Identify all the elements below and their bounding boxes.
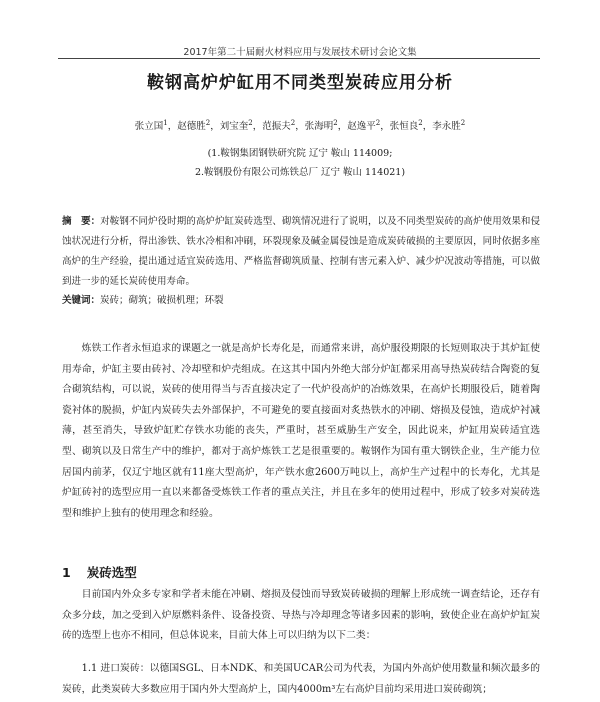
header-rule xyxy=(58,58,540,59)
author-name: 李永胜 xyxy=(432,121,461,132)
author-affiliation-marker: 2 xyxy=(333,118,338,127)
section-title: 炭砖选型 xyxy=(86,565,137,580)
author-affiliation-marker: 2 xyxy=(460,118,466,127)
abstract-text: 对鞍钢不同炉役时期的高炉炉缸炭砖选型、砌筑情况进行了说明，以及不同类型炭砖的高炉使用效果和侵蚀状况进行分析，得出渗铁、铁水冷相和冲刷，环裂现象及碱金属侵蚀是造成炭砖破损的主要原因，同时依据多座高炉的生产经验，提出通过适宜炭砖选用、严格监督砌筑质量、控制有害元素入炉、减少炉况波动等措施，可以做到进一步的延长炭砖使用寿命。 xyxy=(62,216,540,287)
author-affiliation-marker: 2 xyxy=(248,118,253,127)
section-number: 1 xyxy=(62,565,71,580)
subsection-paragraph: 1.1 进口炭砖：以德国SGL、日本NDK、和美国UCAR公司为代表，为国内外高炉使用数量和频次最多的炭砖，此类炭砖大多数应用于国内外大型高炉上，国内4000m³左右高炉目前均采用进口炭砖砌筑； xyxy=(62,663,540,695)
author-list: 张立国$^1$，赵德胜$^2$，刘宝奎$^2$，范振夫$^2$，张海明$^2$，赵逸平$^2$，张恒良$^2$，李永胜$^2$ xyxy=(134,118,466,132)
keywords-label: 关键词： xyxy=(62,295,101,306)
abstract xyxy=(62,212,540,292)
affiliation-1: (1.鞍钢集团钢铁研究院 辽宁 鞍山 114009; xyxy=(207,148,393,159)
author-name: 张恒良 xyxy=(389,121,419,132)
intro-paragraph: 炼铁工作者永恒追求的课题之一就是高炉长寿化是，而通常来讲，高炉服役期限的长短则取决于其炉缸使用寿命，炉缸主要由砖衬、冷却壁和炉壳组成。在这其中国内外绝大部分炉缸都采用高导热炭砖结合陶瓷的复合砌筑结构，可以说，炭砖的使用得当与否直接决定了一代炉役高炉的冶炼效果，在高炉长期服役后，随着陶瓷衬体的脱损，炉缸内炭砖失去外部保护，不可避免的要直接面对炙热铁水的冲刷、熔损及侵蚀，造成炉衬减薄，甚至消失，导致炉缸贮存铁水功能的丧失，严重时，甚至威胁生产安全，因此说来，炉缸用炭砖适宜选型、砌筑以及日常生产中的维护，都对于高炉炼铁工艺是很重要的。鞍钢作为国有重大钢铁企业，生产能力位居国内前茅，仅辽宁地区就有11座大型高炉，年产铁水愈2600万吨以上，高炉生产过程中的长寿化，尤其是炉缸砖衬的选型应用一直以来都备受炼铁工作者的重点关注，并且在多年的使用过程中，形成了较多对炭砖选型和维护上独有的使用理念和经验。 xyxy=(62,343,540,519)
author-affiliation-marker: 2 xyxy=(418,118,423,127)
running-header: 2017年第二十届耐火材料应用与发展技术研讨会论文集 xyxy=(183,47,417,58)
author-name: 赵逸平 xyxy=(347,121,376,132)
author-affiliation-marker: 1 xyxy=(163,118,168,127)
abstract-label: 摘 要： xyxy=(62,216,101,227)
paper-title: 鞍钢高炉炉缸用不同类型炭砖应用分析 xyxy=(147,73,453,93)
author-affiliation-marker: 2 xyxy=(205,118,211,127)
author-name: 刘宝奎 xyxy=(219,121,249,132)
author-name: 范振夫 xyxy=(262,121,291,132)
author-affiliation-marker: 2 xyxy=(375,118,381,127)
affiliation-2: 2.鞍钢股份有限公司炼铁总厂 辽宁 鞍山 114021) xyxy=(194,167,406,178)
author-affiliation-marker: 2 xyxy=(290,118,296,127)
keywords-text: 炭砖；砌筑；破损机理；环裂 xyxy=(100,295,224,306)
section-paragraph: 目前国内外众多专家和学者未能在冲刷、熔损及侵蚀而导致炭砖破损的理解上形成统一调查结论，还存有众多分歧，加之受到入炉原燃料条件、设备投资、导热与冷却理念等诸多因素的影响，致使企业在高炉炉缸炭砖的选型上也亦不相同，但总体说来，目前大体上可以归纳为以下二类： xyxy=(62,589,540,642)
section-heading xyxy=(62,563,153,581)
author-name: 赵德胜 xyxy=(177,121,206,132)
author-name: 张海明 xyxy=(304,121,334,132)
author-name: 张立国 xyxy=(134,121,164,132)
keywords xyxy=(62,292,540,306)
